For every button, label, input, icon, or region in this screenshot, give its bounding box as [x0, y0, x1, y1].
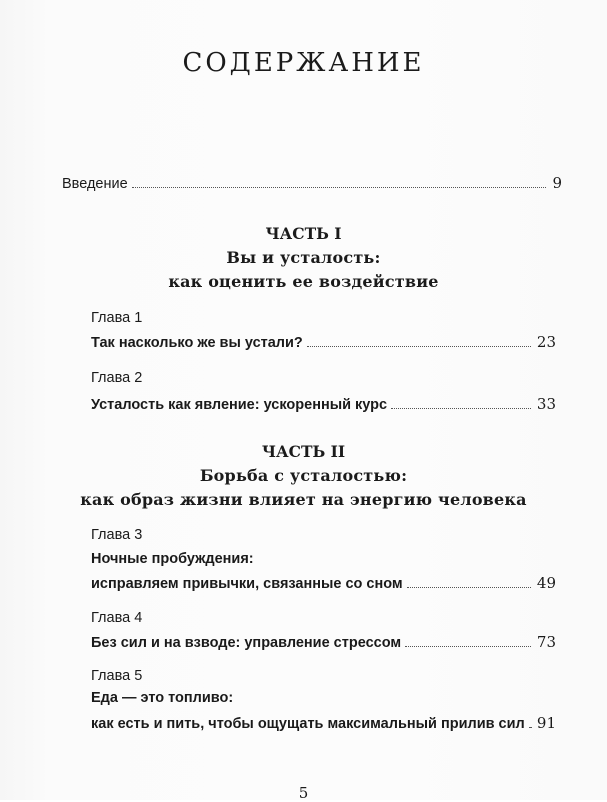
dot-leader — [132, 186, 547, 188]
chapter-label: Глава 2 — [91, 370, 143, 386]
chapter-label: Глава 3 — [91, 527, 143, 543]
toc-entry-chapter-4[interactable] — [91, 633, 556, 651]
dot-leader — [391, 407, 531, 409]
chapter-title: Усталость как явление: ускоренный курс — [91, 397, 388, 413]
dot-leader — [407, 586, 531, 588]
dot-leader — [307, 345, 531, 347]
chapter-label: Глава 4 — [91, 610, 143, 626]
toc-page-number: 23 — [536, 333, 556, 351]
toc-page-number: 33 — [536, 395, 556, 413]
dot-leader — [529, 726, 531, 728]
toc-entry-chapter-5[interactable] — [91, 714, 556, 732]
toc-entry-chapter-3[interactable] — [91, 574, 556, 592]
part-number: ЧАСТЬ I — [265, 224, 342, 243]
part-title-line: как оценить ее воздействие — [168, 272, 439, 291]
chapter-title: Без сил и на взводе: управление стрессом — [91, 635, 402, 651]
toc-entry-chapter-1[interactable] — [91, 333, 556, 351]
chapter-title-continued: как есть и пить, чтобы ощущать максимальный прилив сил — [91, 716, 525, 732]
page-title: СОДЕРЖАНИЕ — [182, 48, 425, 78]
part-number: ЧАСТЬ II — [261, 442, 346, 461]
toc-entry-chapter-2[interactable] — [91, 395, 556, 413]
toc-page-number: 73 — [536, 633, 556, 651]
part-title-line: как образ жизни влияет на энергию человека — [80, 490, 527, 509]
chapter-title: Еда — это топливо: — [91, 690, 234, 706]
page-number-footer: 5 — [298, 784, 309, 802]
part-title-line: Борьба с усталостью: — [199, 466, 408, 485]
dot-leader — [405, 645, 531, 647]
chapter-title-continued: исправляем привычки, связанные со сном — [91, 576, 403, 592]
toc-page-number: 9 — [552, 174, 562, 192]
chapter-title: Так насколько же вы устали? — [91, 335, 303, 351]
toc-entry-intro[interactable] — [62, 174, 562, 192]
toc-page-number: 49 — [536, 574, 556, 592]
part-heading-1 — [0, 222, 607, 294]
toc-page-number: 91 — [536, 714, 556, 732]
part-heading-2 — [0, 440, 607, 512]
chapter-label: Глава 5 — [91, 668, 143, 684]
chapter-title: Ночные пробуждения: — [91, 551, 254, 567]
toc-entry-label: Введение — [62, 176, 128, 192]
chapter-label: Глава 1 — [91, 310, 143, 326]
part-title-line: Вы и усталость: — [226, 248, 381, 267]
